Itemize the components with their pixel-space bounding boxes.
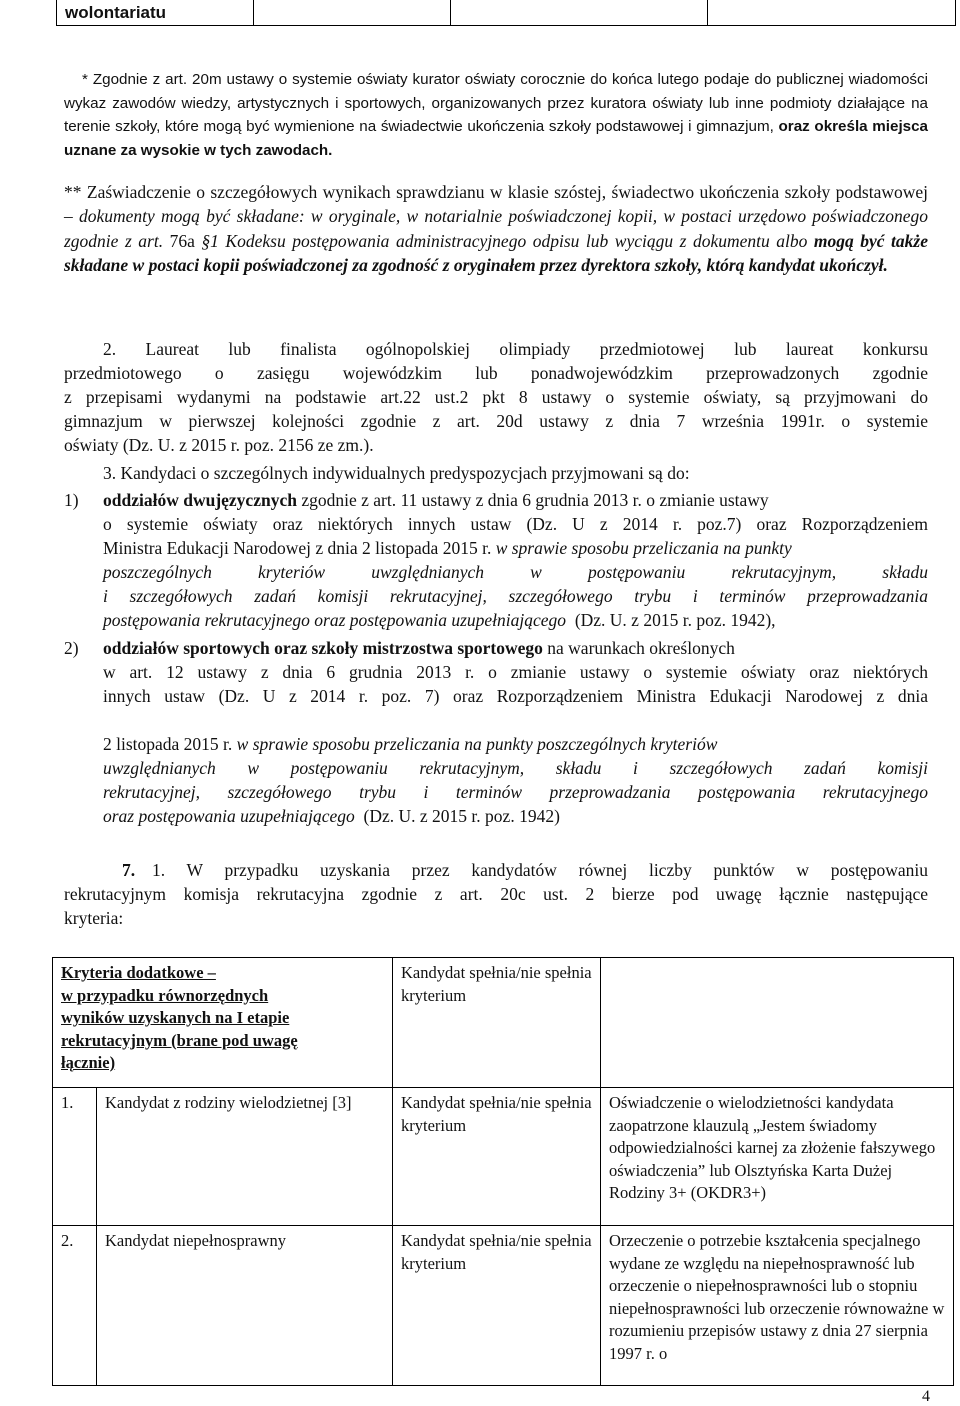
list-item-1-number: 1) <box>64 490 79 510</box>
criteria-header-status: Kandydat spełnia/nie spełnia kryterium <box>393 958 601 1088</box>
section-2-line-5: oświaty (Dz. U. z 2015 r. poz. 2156 ze zm.). <box>64 435 374 455</box>
footnote-2-part5: mogą być także składane w postaci kopii poświadczonej za zgodność z oryginałem przez dyrektora szkoły, którą kandydat ukończył. <box>64 230 928 275</box>
criteria-header-line-2: w przypadku równorzędnych <box>61 985 269 1005</box>
list-item-2-line-6: rekrutacyjnej, szczegółowego trybu i terminów przeprowadzania postępowania rekrutacyjnego <box>103 782 928 802</box>
list-item-2-line-4: 2 listopada 2015 r. w sprawie sposobu przeliczania na punkty poszczególnych kryteriów <box>103 734 718 754</box>
header-cell-4 <box>708 0 956 26</box>
list-item-2-line-2: w art. 12 ustawy z dnia 6 grudnia 2013 r. o zmianie ustawy o systemie oświaty oraz niektórych <box>103 662 928 682</box>
criteria-row-1-number: 1. <box>53 1088 97 1226</box>
criteria-header-line-4: rekrutacyjnym (brane pod uwagę <box>61 1030 298 1050</box>
footnote-2-part2: dokumenty mogą być składane: w oryginale, w notarialnie poświadczonej kopii, w postaci urzędowo poświadczonego zgodnie z art. <box>64 206 928 251</box>
list-item-1-line-6: postępowania rekrutacyjnego oraz postępowania uzupełniającego (Dz. U. z 2015 r. poz. 1942), <box>103 610 776 630</box>
footnote-2-part4: §1 Kodeksu postępowania administracyjnego odpisu lub wyciągu z dokumentu albo <box>201 230 808 251</box>
section-7-line-3: kryteria: <box>64 908 124 928</box>
criteria-header-line-3: wyników uzyskanych na I etapie <box>61 1008 290 1027</box>
criteria-header-line-5: łącznie) <box>61 1053 116 1072</box>
criteria-row-2-name: Kandydat niepełnosprawny <box>97 1226 393 1386</box>
criteria-row-2-status: Kandydat spełnia/nie spełnia kryterium <box>393 1226 601 1386</box>
section-2-line-4: gimnazjum w pierwszej kolejności zgodnie z art. 20d ustawy z dnia 7 września 1991r. o systemie <box>64 411 928 431</box>
list-item-2-line-1: oddziałów sportowych oraz szkoły mistrzostwa sportowego na warunkach określonych <box>103 638 735 658</box>
section-2-line-1: 2. Laureat lub finalista ogólnopolskiej olimpiady przedmiotowej lub laureat konkursu <box>103 339 928 359</box>
header-table <box>56 0 956 26</box>
header-cell-1: wolontariatu <box>57 0 254 26</box>
list-item-2-line-5: uwzględnianych w postępowaniu rekrutacyjnym, składu i szczegółowych zadań komisji <box>103 758 928 778</box>
section-7-line-1: 1. W przypadku uzyskania przez kandydatów równej liczby punktów w postępowaniu <box>152 860 928 880</box>
criteria-row-2-doc: Orzeczenie o potrzebie kształcenia specjalnego wydane ze względu na niepełnosprawność lub orzeczenie o niepełnosprawności lub o stopniu niepełnosprawności lub orzeczenie równoważne w rozumieniu przepisów ustawy z dnia 27 sierpnia 1997 r. o <box>601 1226 954 1386</box>
table-row <box>53 1226 954 1386</box>
header-cell-3 <box>451 0 708 26</box>
footnote-single-star <box>64 68 928 162</box>
criteria-row-2-number: 2. <box>53 1226 97 1386</box>
table-row <box>53 1088 954 1226</box>
section-7-line-2: rekrutacyjnym komisja rekrutacyjna zgodnie z art. 20c ust. 2 bierze pod uwagę łącznie następujące <box>64 884 928 904</box>
footnote-1-text: * Zgodnie z art. 20m ustawy o systemie oświaty kurator oświaty corocznie do końca lutego podaje do publicznej wiadomości wykaz zawodów wiedzy, artystycznych i sportowych, organizowanych przez kuratora oświaty lub inne podmioty działające na terenie szkoły, które mogą być wymienione na świadectwie ukończenia szkoły podstawowej i gimnazjum, <box>64 71 928 135</box>
criteria-table <box>52 957 954 1386</box>
criteria-header-line-1: Kryteria dodatkowe – <box>61 963 216 982</box>
footnote-1-bold: oraz określa miejsca uznane za wysokie w tych zawodach. <box>64 118 929 159</box>
footnote-double-star <box>64 180 928 277</box>
header-cell-2 <box>254 0 451 26</box>
section-2-line-3: z przepisami wydanymi na podstawie art.22 ust.2 pkt 8 ustawy o systemie oświaty, są przyjmowani do <box>64 387 928 407</box>
criteria-header-doc <box>601 958 954 1088</box>
list-item-2-line-7: oraz postępowania uzupełniającego (Dz. U. z 2015 r. poz. 1942) <box>103 806 560 826</box>
page-number: 4 <box>922 1388 930 1405</box>
list-item-2-line-3: innych ustaw (Dz. U z 2014 r. poz. 7) oraz Rozporządzeniem Ministra Edukacji Narodowej z dnia <box>103 686 928 706</box>
list-item-1-line-3: Ministra Edukacji Narodowej z dnia 2 listopada 2015 r. w sprawie sposobu przeliczania na punkty <box>103 538 792 558</box>
section-2-line-2: przedmiotowego o zasięgu wojewódzkim lub ponadwojewódzkim przeprowadzonych zgodnie <box>64 363 928 383</box>
list-item-2-number: 2) <box>64 638 79 658</box>
list-item-1-line-1: oddziałów dwujęzycznych zgodnie z art. 11 ustawy z dnia 6 grudnia 2013 r. o zmianie ustawy <box>103 490 769 510</box>
criteria-row-1-doc: Oświadczenie o wielodzietności kandydata zaopatrzone klauzulą „Jestem świadomy odpowiedzialności karnej za złożenie fałszywego oświadczenia” lub Olsztyńska Karta Dużej Rodziny 3+ (OKDR3+) <box>601 1088 954 1226</box>
footnote-2-part1: ** Zaświadczenie o szczegółowych wynikach sprawdzianu w klasie szóstej, świadectwo ukończenia szkoły podstawowej – <box>64 182 928 227</box>
criteria-row-1-name: Kandydat z rodziny wielodzietnej [3] <box>97 1088 393 1226</box>
section-3-intro: 3. Kandydaci o szczególnych indywidualnych predyspozycjach przyjmowani są do: <box>103 463 690 483</box>
list-item-1-line-2: o systemie oświaty oraz niektórych innych ustaw (Dz. U z 2014 r. poz.7) oraz Rozporządzeniem <box>103 514 928 534</box>
section-7-number: 7. <box>122 860 136 880</box>
criteria-row-1-status: Kandydat spełnia/nie spełnia kryterium <box>393 1088 601 1226</box>
list-item-1-line-4: poszczególnych kryteriów uwzględnianych w postępowaniu rekrutacyjnym, składu <box>103 562 928 582</box>
criteria-header-cell <box>53 958 393 1088</box>
list-item-1-line-5: i szczegółowych zadań komisji rekrutacyjnej, szczegółowego trybu i terminów przeprowadzania <box>103 586 928 606</box>
footnote-2-part3: 76a <box>169 230 195 251</box>
